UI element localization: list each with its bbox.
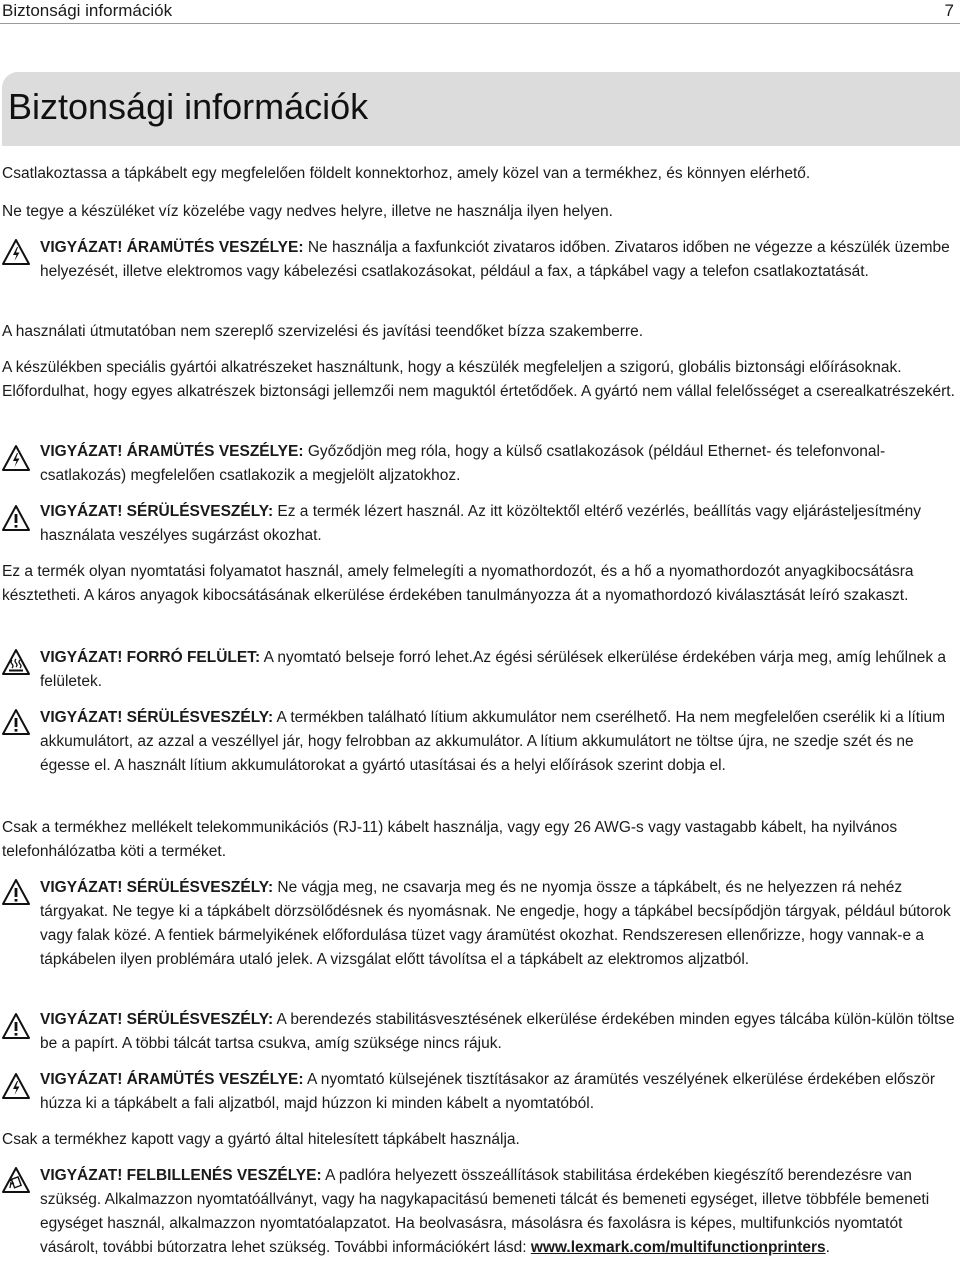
hot-surface-icon — [2, 648, 30, 676]
title-band — [2, 72, 960, 146]
warning-tip-over — [2, 1164, 958, 1260]
paragraph-6 — [2, 816, 958, 864]
warning-text — [40, 500, 958, 548]
electric-shock-icon — [2, 238, 30, 266]
tip-over-icon — [2, 1166, 30, 1194]
warning-text — [40, 1008, 958, 1056]
warning-label: VIGYÁZAT! FELBILLENÉS VESZÉLYE: — [40, 1167, 322, 1184]
warning-body: Győződjön meg róla, hogy a külső csatlakozások (például Ethernet- és telefonvonal-csatlakozás) megfelelően csatlakozik a megjelölt aljzatokhoz. — [40, 443, 886, 484]
header-section-title: Biztonsági információk — [2, 1, 173, 20]
warning-label: VIGYÁZAT! SÉRÜLÉSVESZÉLY: — [40, 503, 274, 520]
warning-body: A termékben található lítium akkumulátor nem cserélhető. Ha nem megfelelően cserélik ki a lítium akkumulátort, az azzal a veszéllyel jár, hogy felrobban az akkumulátor. A lítium akkumulátort ne töltse újra, ne szedje szét és ne égesse el. A használt lítium akkumulátorokat a gyártó utasításai és a helyi előírások szerint dobja el. — [40, 709, 946, 774]
electric-shock-icon — [2, 1072, 30, 1100]
warning-text — [40, 440, 958, 488]
warning-text — [40, 1164, 958, 1260]
page-title: Biztonsági információk — [8, 86, 369, 127]
paragraph-text: Ez a termék olyan nyomtatási folyamatot használ, amely felmelegíti a nyomathordozót, és a hő a nyomathordozót anyagkibocsátásra késztetheti. A káros anyagok kibocsátásának elkerülése érdekében tanulmányozza át a nyomathordozó kiválasztását leíró szakaszt. — [2, 563, 914, 604]
paragraph-7 — [2, 1128, 958, 1152]
warning-body: A nyomtató külsejének tisztításakor az áramütés veszélyének elkerülése érdekében először húzza ki a tápkábelt a fali aljzatból, majd húzzon ki minden kábelt a nyomtatóból. — [40, 1071, 936, 1112]
warning-injury-1 — [2, 500, 958, 548]
multifunction-printers-link[interactable]: www.lexmark.com/multifunctionprinters — [530, 1239, 826, 1256]
warning-body: Ez a termék lézert használ. Az itt közöltektől eltérő vezérlés, beállítás vagy eljárásteljesítmény használata veszélyes sugárzást okozhat. — [40, 503, 921, 544]
warning-body: Ne vágja meg, ne csavarja meg és ne nyomja össze a tápkábelt, és ne helyezzen rá nehéz tárgyakat. Ne tegye ki a tápkábelt dörzsölődésnek és nyomásnak. Ne engedje, hogy a tápkábel becsípődjön tárgyak, például bútorok vagy falak közé. A fentiek bármelyikének előfordulása tüzet vagy áramütést okozhat. Rendszeresen ellenőrizze, hogy vannak-e a tápkábelen ilyen problémára utaló jelek. A vizsgálat előtt távolítsa el a tápkábelt az elektromos aljzatból. — [40, 879, 951, 968]
paragraph-4 — [2, 356, 958, 404]
warning-icon — [2, 878, 30, 906]
warning-label: VIGYÁZAT! SÉRÜLÉSVESZÉLY: — [40, 709, 274, 726]
warning-text — [40, 706, 958, 778]
paragraph-3 — [2, 320, 958, 344]
warning-icon — [2, 1012, 30, 1040]
paragraph-text: Csak a termékhez mellékelt telekommunikációs (RJ-11) kábelt használja, vagy egy 26 AWG-s vagy vastagabb kábelt, ha nyilvános telefonhálózatba köti a terméket. — [2, 819, 898, 860]
warning-icon — [2, 708, 30, 736]
warning-icon — [2, 504, 30, 532]
page-number: 7 — [944, 1, 954, 20]
warning-injury-4 — [2, 1008, 958, 1056]
warning-text — [40, 876, 958, 972]
paragraph-text: A készülékben speciális gyártói alkatrészeket használtunk, hogy a készülék megfeleljen a szigorú, globális biztonsági előírásoknak. Előfordulhat, hogy egyes alkatrészek biztonsági jellemzői nem maguktól értetődőek. A gyártó nem vállal felelősséget a cserealkatrészekért. — [2, 359, 955, 400]
warning-text — [40, 646, 958, 694]
header-rule — [0, 23, 960, 24]
warning-body: A berendezés stabilitásvesztésének elkerülése érdekében minden egyes tálcába külön-külön töltse be a papírt. A többi tálcát tartsa csukva, amíg szüksége nincs rájuk. — [40, 1011, 955, 1052]
warning-label: VIGYÁZAT! ÁRAMÜTÉS VESZÉLYE: — [40, 443, 304, 460]
paragraph-text: A használati útmutatóban nem szereplő szervizelési és javítási teendőket bízza szakemberre. — [2, 323, 643, 340]
page-header — [0, 0, 960, 24]
warning-electric-1 — [2, 236, 958, 284]
warning-electric-3 — [2, 1068, 958, 1116]
warning-body: A padlóra helyezett összeállítások stabilitása érdekében kiegészítő berendezésre van szükség. Alkalmazzon nyomtatóállványt, vagy ha nagykapacitású bemeneti tálcát és bemeneti egységet, illetve többféle bemeneti egységet használ, alkalmazzon nyomtatóalapzatot. Ha beolvasásra, másolásra és faxolásra is képes, multifunkciós nyomtatót vásárolt, további bútorzatra lehet szükség. További információkért lásd: — [40, 1167, 930, 1256]
warning-injury-2 — [2, 706, 958, 778]
warning-hot-surface — [2, 646, 958, 694]
electric-shock-icon — [2, 444, 30, 472]
paragraph-1 — [2, 162, 958, 186]
warning-label: VIGYÁZAT! ÁRAMÜTÉS VESZÉLYE: — [40, 1071, 304, 1088]
warning-body: Ne használja a faxfunkciót zivataros időben. Zivataros időben ne végezze a készülék üzembe helyezését, illetve elektromos vagy kábelezési csatlakozásokat, például a fax, a tápkábel vagy a telefon csatlakoztatását. — [40, 239, 950, 280]
paragraph-text: Csak a termékhez kapott vagy a gyártó által hitelesített tápkábelt használja. — [2, 1131, 520, 1148]
warning-label: VIGYÁZAT! FORRÓ FELÜLET: — [40, 649, 261, 666]
warning-text — [40, 1068, 958, 1116]
paragraph-5 — [2, 560, 958, 608]
warning-label: VIGYÁZAT! ÁRAMÜTÉS VESZÉLYE: — [40, 239, 304, 256]
warning-body: A nyomtató belseje forró lehet.Az égési sérülések elkerülése érdekében várja meg, amíg lehűlnek a felületek. — [40, 649, 946, 690]
warning-electric-2 — [2, 440, 958, 488]
paragraph-text: Ne tegye a készüléket víz közelébe vagy nedves helyre, illetve ne használja ilyen helyen. — [2, 203, 613, 220]
warning-label: VIGYÁZAT! SÉRÜLÉSVESZÉLY: — [40, 879, 274, 896]
warning-text — [40, 236, 958, 284]
warning-label: VIGYÁZAT! SÉRÜLÉSVESZÉLY: — [40, 1011, 274, 1028]
warning-injury-3 — [2, 876, 958, 972]
paragraph-text: Csatlakoztassa a tápkábelt egy megfelelően földelt konnektorhoz, amely közel van a termékhez, és könnyen elérhető. — [2, 165, 811, 182]
paragraph-2 — [2, 200, 958, 224]
warning-tail: . — [825, 1239, 830, 1256]
